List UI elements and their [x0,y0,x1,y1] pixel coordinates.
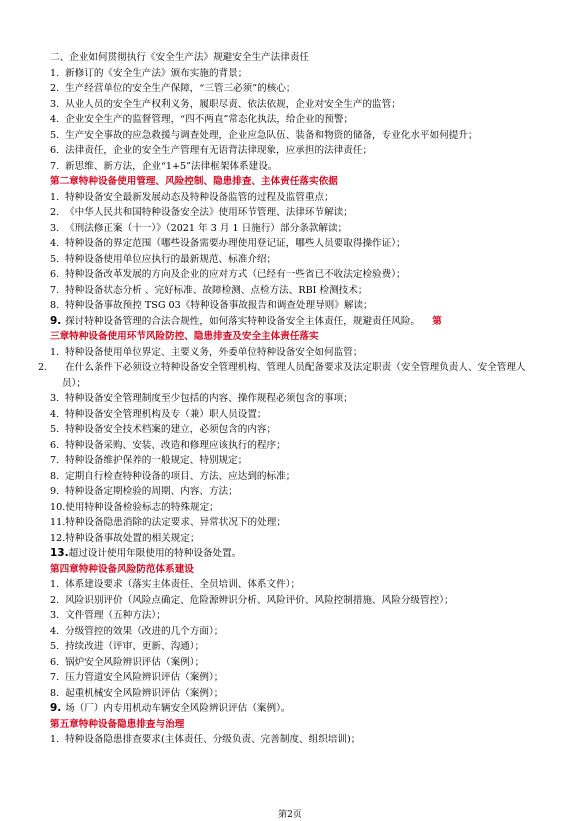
item-number: 12. [50,532,66,544]
list-item [38,360,540,391]
item-text: 分级管控的效果（改进的几个方面）； [65,625,224,637]
list-item [50,577,540,593]
item-number: 1. [50,67,60,79]
list-item [50,252,540,268]
item-text: 特种设备的界定范围（哪些设备需要办理使用登记证，哪些人员要取得操作证）； [65,238,406,249]
section-title: 二、企业如何贯彻执行《安全生产法》规避安全生产法律责任 [50,52,310,63]
item-text: 特种设备使用单位界定、主要义务，外委单位特种设备安全如何监管； [65,346,363,358]
chapter2-list [50,190,540,330]
page-number: 第2页 [278,810,302,820]
list-item [50,267,540,283]
item-text: 特种设备安全管理制度至少包括的内容、操作规程必须包含的事项； [65,393,353,404]
item-number: 4. [50,238,60,249]
item-text: 《中华人民共和国特种设备安全法》使用环节管理、法律环节解读； [65,207,353,218]
list-item [50,221,540,237]
item-number: 8. [50,300,60,311]
item-text: 持续改进（评审、更新、沟通）； [65,641,205,652]
item-number: 10. [50,501,66,513]
item-text: 特种设备隐患排查要求(主体责任、分级负责、完善制度、组织培训)； [65,734,361,745]
chapter-heading: 三章特种设备使用环节风险防控、隐患排查及安全主体责任落实 [50,331,319,342]
list-item [50,66,540,82]
item-text: 特种设备安全技术档案的建立，必须包含的内容； [65,424,277,435]
item-number: 7. [50,455,60,466]
list-item [50,97,540,113]
item-text: 特种设备维护保养的一般规定、特别规定； [65,455,248,466]
list-item [50,500,540,516]
list-item [50,593,540,609]
item-number: 1. [50,734,60,745]
list-item [50,190,540,206]
chapter-heading: 第五章特种设备隐患排查与治理 [50,718,185,730]
chapter-heading: 第二章特种设备使用管理、风险控制、隐患排查、主体责任落实依据 [50,176,338,187]
list-item [50,205,540,221]
item-text: 体系建设要求（落实主体责任、全员培训、体系文件）； [65,579,301,590]
list-item [50,484,540,500]
item-text: 新思维、新方法，企业“1+5”法律框架体系建设。 [65,160,278,172]
item-number: 7. [50,672,60,683]
list-item [50,670,540,686]
chapter-heading-start: 第 [432,315,442,327]
item-text: 从业人员的安全生产权利义务，履职尽责、依法依规，企业对安全生产的监管； [65,98,401,110]
item-text: 特种设备采购、安装、改造和修理应该执行的程序； [65,439,286,451]
item-text: 特种设备使用单位应执行的最新规范、标准介绍； [65,253,277,265]
item-number: 5. [50,129,60,141]
list-item [50,608,540,624]
item-number: 8. [50,470,60,482]
item-text: 压力管道安全风险辨识评估（案例）； [65,672,224,683]
list-item [50,298,540,314]
list-item [50,531,540,547]
list-item [50,438,540,454]
list-item [50,159,540,175]
item-text: 特种设备事故预控 TSG 03《特种设备事故报告和调查处理导则》解读； [65,300,373,311]
document-page [38,50,540,748]
list-item [50,407,540,423]
list-item [50,655,540,671]
item-text: 新修订的《安全生产法》颁布实施的背景； [65,67,248,79]
chapter-heading: 第四章特种设备风险防范体系建设 [50,563,194,575]
list-item [50,701,540,717]
item-text: 特种设备隐患消除的法定要求、异常状况下的处理； [65,517,286,528]
item-number: 6. [50,656,60,668]
item-number: 2. [38,362,48,373]
item-text: 特种设备安全管理机构及专（兼）职人员设置； [65,408,267,420]
item-text: 《刑法修正案（十一）》（2021 年 3 月 1 日施行）部分条款解读； [65,222,348,234]
list-item [50,143,540,159]
list-item [50,515,540,531]
list-item [50,686,540,702]
item-number: 3. [50,393,60,404]
item-number: 6. [50,145,60,156]
item-text: 起重机械安全风险辨识评估（案例）； [65,687,224,699]
item-number: 9. [50,702,62,714]
item-number: 9. [50,486,60,497]
list-item [50,469,540,485]
item-number: 4. [50,114,60,125]
item-number: 6. [50,439,60,451]
item-text: 文件管理（五种方法）； [65,610,166,621]
item-number: 5. [50,253,60,265]
item-number: 2. [50,594,60,606]
item-number: 1. [50,346,60,358]
item-number: 1. [50,191,60,203]
item-text: 探讨特种设备管理的合法合规性，如何落实特种设备安全主体责任，规避责任风险。 [65,315,421,327]
item-text: 使用特种设备检验标志的特殊规定； [65,501,219,513]
item-number: 1. [50,579,60,590]
item-text: 特种设备安全最新发展动态及特种设备监管的过程及监管重点； [65,191,334,203]
item-text: 特种设备改革发展的方向及企业的应对方式（已经有一些省已不收法定检验费）； [65,269,406,280]
item-text: 特种设备定期检验的周期、内容、方法； [65,486,238,497]
item-text: 特种设备事故处置的相关规定； [65,532,200,544]
item-text: 场（厂）内专用机动车辆安全风险辨识评估（案例）。 [65,703,291,714]
item-number: 4. [50,625,60,637]
item-text: 超过设计使用年限使用的特种设备处置。 [68,548,242,559]
list-item [50,639,540,655]
list-item [50,112,540,128]
item-number: 13. [50,547,69,559]
item-text: 企业安全生产的监督管理，“四不两直”常态化执法，给企业的预警； [65,114,354,125]
chapter5-list [50,732,540,748]
item-number: 5. [50,424,60,435]
item-text: 在什么条件下必须设立特种设备安全管理机构、管理人员配备要求及法定职责（安全管理负责人、安全管理人员）； [62,362,526,389]
item-number: 2. [50,207,60,218]
list-item [50,422,540,438]
item-number: 3. [50,222,60,234]
item-text: 风险识别评价（风险点确定、危险源辨识分析、风险评价、风险控制措施、风险分级管控）； [65,594,454,606]
list-item [50,391,540,407]
item-number: 7. [50,160,60,172]
item-number: 6. [50,269,60,280]
item-text: 法律责任，企业的安全生产管理有无语背法律现象，应承担的法律责任； [65,145,373,156]
list-item [50,81,540,97]
item-number: 11. [50,517,66,528]
chapter4-list [50,577,540,717]
item-number: 2. [50,83,60,94]
list-item [50,732,540,748]
item-number: 7. [50,284,60,296]
list-item [50,345,540,361]
chapter3-list [38,345,540,562]
list-item [50,453,540,469]
item-text: 特种设备状态分析 、完好标准、故障检测、点检方法、RBI 检测技术； [65,284,368,296]
list-item [50,546,540,562]
item-number: 8. [50,687,60,699]
item-number: 9. [50,314,62,327]
item-number: 3. [50,98,60,110]
item-text: 定期自行检查特种设备的项目、方法、应达到的标准； [65,470,296,482]
item-number: 4. [50,408,60,420]
item-text: 锅炉安全风险辨识评估（案例）； [65,656,205,668]
section2-list [50,66,540,175]
item-text: 生产安全事故的应急救援与调查处理，企业应急队伍、装备和物资的储备，专业化水平如何提升； [65,129,478,141]
list-item [50,624,540,640]
list-item [50,283,540,299]
item-number: 5. [50,641,60,652]
list-item [50,128,540,144]
item-text: 生产经营单位的安全生产保障，“三管三必须”的核心； [65,83,296,94]
list-item [50,314,540,330]
item-number: 3. [50,610,60,621]
list-item [50,236,540,252]
